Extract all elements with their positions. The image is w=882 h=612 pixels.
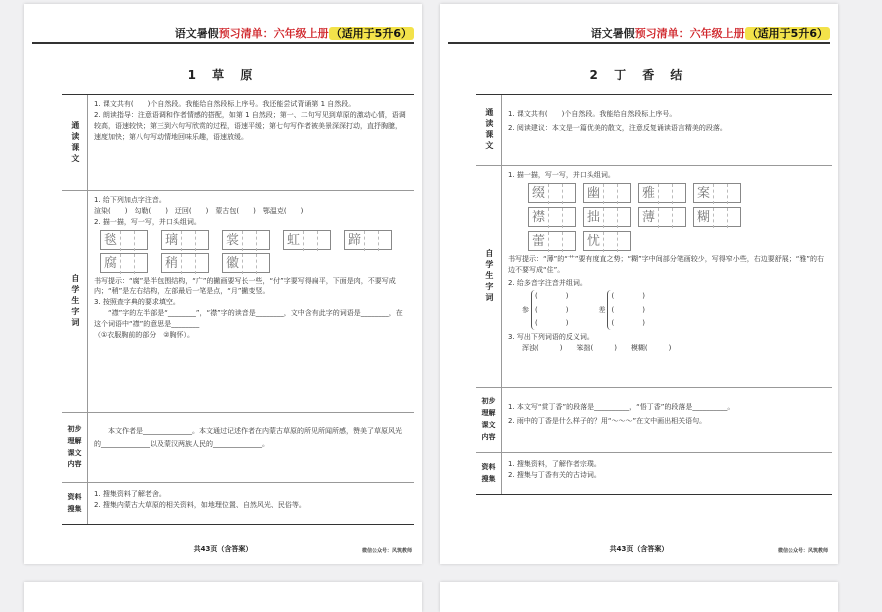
character-box xyxy=(222,230,270,250)
polyphone-blank: ( ) xyxy=(535,318,569,327)
section-label: 资料搜集 xyxy=(476,453,502,494)
section-content xyxy=(88,413,414,482)
pinyin-items: 渲染( ) 勾勒( ) 迂回( ) 蒙古包( ) 鄂温克( ) xyxy=(94,206,304,215)
text-line: 2. 搜集与丁香有关的古诗词。 xyxy=(508,470,601,479)
trace-char: 裳 xyxy=(223,231,243,251)
trace-char: 虹 xyxy=(284,231,304,251)
fill-blank: 1. 本文写“赏丁香”的段落是__________，“悟丁香”的段落是__________。 xyxy=(508,403,735,411)
trace-char: 璃 xyxy=(162,231,182,251)
lesson-title: 1 草 原 xyxy=(187,68,259,82)
trace-char: 缀 xyxy=(529,184,549,204)
text-line: 1. 搜集资料，了解作者宗璞。 xyxy=(508,460,601,468)
writing-tip: 书写提示：“腐”是半包围结构，“广”的撇画要写长一些，“付”字要写得扁平，下面是肉，不要写成内；“稍”是左右结构，左部最后一笔是点，“月”撇变竖。 xyxy=(94,276,396,296)
section-lijie xyxy=(62,412,414,482)
polyphone-brace xyxy=(531,290,568,330)
section-content xyxy=(502,388,832,452)
section-content xyxy=(88,95,414,190)
character-box xyxy=(344,230,392,250)
trace-char: 糊 xyxy=(694,208,714,228)
question-title: 3. 按照查字典的要求填空。 xyxy=(94,298,180,307)
character-box xyxy=(583,231,631,251)
trace-char: 腐 xyxy=(101,254,121,274)
section-lijie xyxy=(476,387,832,452)
section-tongdu xyxy=(476,95,832,165)
section-content xyxy=(502,453,832,494)
text-line: 2. 搜集内蒙古大草原的相关资料，如地理位置、自然风光、民俗等。 xyxy=(94,500,306,509)
trace-char: 案 xyxy=(694,184,714,204)
section-ziliao xyxy=(476,452,832,494)
page-footer: 共43页（含答案） xyxy=(193,545,253,553)
polyphone-blank: ( ) xyxy=(535,305,569,314)
page-header xyxy=(175,25,414,41)
section-label: 自学生字词 xyxy=(476,166,502,387)
polyphone-blank: ( ) xyxy=(611,305,645,314)
trace-char: 稍 xyxy=(162,254,182,274)
character-box xyxy=(583,183,631,203)
section-content xyxy=(502,166,832,387)
header-title: 语文暑假 xyxy=(174,27,219,40)
writing-tip: 书写提示：“薄”的“艹”要有度直之势；“糊”字中间部分笔画较少，写得窄小些，右边要舒展；“雅”的右边不要写成“住”。 xyxy=(508,254,825,274)
character-box xyxy=(528,183,576,203)
header-badge: （适用于5升6） xyxy=(746,27,828,40)
question-title: 2. 描一描，写一写，并口头组词。 xyxy=(94,217,201,226)
character-box xyxy=(161,253,209,273)
header-subtitle: 预习清单：六年级上册 xyxy=(634,27,745,40)
character-box xyxy=(583,207,631,227)
text-line: 2. 朗读指导：注意语调和作者情感的搭配，如第 1 自然段；第一、二句写见到草原的激动心情，语调较高，语速较快；第三到六句写欣赏的过程，语速平缓；第七句写作者被美景深深打动，直抒胸臆，速度加快；第八句写动情地回味乐趣，语速放缓。 xyxy=(94,110,406,141)
character-box xyxy=(283,230,331,250)
trace-char: 幽 xyxy=(584,184,604,204)
page-3-preview xyxy=(24,582,422,612)
section-label: 资料搜集 xyxy=(62,483,88,524)
text-line: 2. 阅读建议：本文是一篇优美的散文，注意反复诵读语言精美的段落。 xyxy=(508,123,727,132)
text-line: 1. 课文共有( )个自然段。我能给自然段标上序号。 xyxy=(508,110,677,118)
trace-char: 襟 xyxy=(529,208,549,228)
text-line: 1. 课文共有( )个自然段。我能给自然段标上序号。我还能尝试背诵第 1 自然段。 xyxy=(94,100,356,108)
fill-blank: 本文作者是______________。本文通过记述作者在内蒙古草原的所见所闻所感，赞美了草原风光的______________以及蒙汉两族人民的______________。 xyxy=(94,427,402,448)
watermark: 微信公众号：风筑教师 xyxy=(361,548,412,554)
polyphone-blank: ( ) xyxy=(535,292,569,301)
header-rule xyxy=(32,42,414,44)
section-zixue xyxy=(476,165,832,387)
section-content xyxy=(502,95,832,165)
section-label: 自学生字词 xyxy=(62,191,88,412)
section-label: 通读课文 xyxy=(476,95,502,165)
polyphone-block xyxy=(522,290,826,330)
character-box xyxy=(528,207,576,227)
section-label: 初步理解课文内容 xyxy=(476,388,502,452)
question-title: 3. 写出下列词语的反义词。 xyxy=(508,333,594,342)
character-box xyxy=(693,207,741,227)
question-title: 1. 给下列加点字注音。 xyxy=(94,196,166,204)
section-content xyxy=(88,191,414,412)
trace-char: 蕾 xyxy=(529,232,549,252)
trace-char: 拙 xyxy=(584,208,604,228)
trace-char: 薄 xyxy=(639,208,659,228)
character-box xyxy=(100,230,148,250)
section-zixue xyxy=(62,190,414,412)
character-grid xyxy=(528,183,788,251)
fill-blank: （①衣服胸前的部分 ②胸怀）。 xyxy=(94,330,195,339)
character-box xyxy=(638,183,686,203)
page-2 xyxy=(440,4,838,564)
character-box xyxy=(638,207,686,227)
fill-blank: “襟”字的左半部是“________”，“襟”字的读音是________，文中含有此字的词语是________，在这个词语中“襟”的意思是________ xyxy=(94,309,403,328)
section-tongdu xyxy=(62,95,414,190)
character-box xyxy=(528,231,576,251)
section-content xyxy=(88,483,414,524)
page-footer: 共43页（含答案） xyxy=(609,545,669,553)
section-label: 通读课文 xyxy=(62,95,88,190)
lesson-table xyxy=(62,94,414,525)
page-1 xyxy=(24,4,422,564)
question-title: 1. 描一描，写一写，并口头组词。 xyxy=(508,171,615,179)
fill-blank: 2. 雨中的丁香是什么样子的？用“～～～”在文中画出相关语句。 xyxy=(508,416,707,425)
section-ziliao xyxy=(62,482,414,524)
question-title: 2. 给多音字注音并组词。 xyxy=(508,278,587,287)
header-subtitle: 预习清单：六年级上册 xyxy=(218,27,329,40)
polyphone-blank: ( ) xyxy=(611,318,645,327)
polyphone-item xyxy=(522,290,568,330)
header-badge: （适用于5升6） xyxy=(330,27,412,40)
polyphone-brace xyxy=(607,290,644,330)
trace-char: 毯 xyxy=(101,231,121,251)
polyphone-blank: ( ) xyxy=(611,292,645,301)
polyphone-char: 差 xyxy=(598,305,606,314)
character-box xyxy=(100,253,148,273)
antonym-items: 浑浊( ) 笨拙( ) 模糊( ) xyxy=(522,344,672,353)
header-rule xyxy=(448,42,830,44)
trace-char: 徽 xyxy=(223,254,243,274)
trace-char: 忧 xyxy=(584,232,604,252)
text-line: 1. 搜集资料了解老舍。 xyxy=(94,490,166,498)
character-box xyxy=(222,253,270,273)
page-header xyxy=(591,25,830,41)
polyphone-char: 参 xyxy=(522,305,529,314)
lesson-title: 2 丁 香 结 xyxy=(589,68,689,82)
lesson-table xyxy=(476,94,832,495)
trace-char: 蹄 xyxy=(345,231,365,251)
polyphone-item xyxy=(598,290,644,330)
section-label: 初步理解课文内容 xyxy=(62,413,88,482)
watermark: 微信公众号：风筑教师 xyxy=(777,548,828,554)
character-box xyxy=(161,230,209,250)
character-grid xyxy=(100,230,408,273)
trace-char: 雅 xyxy=(639,184,659,204)
page-4-preview xyxy=(440,582,838,612)
character-box xyxy=(693,183,741,203)
header-title: 语文暑假 xyxy=(590,27,635,40)
